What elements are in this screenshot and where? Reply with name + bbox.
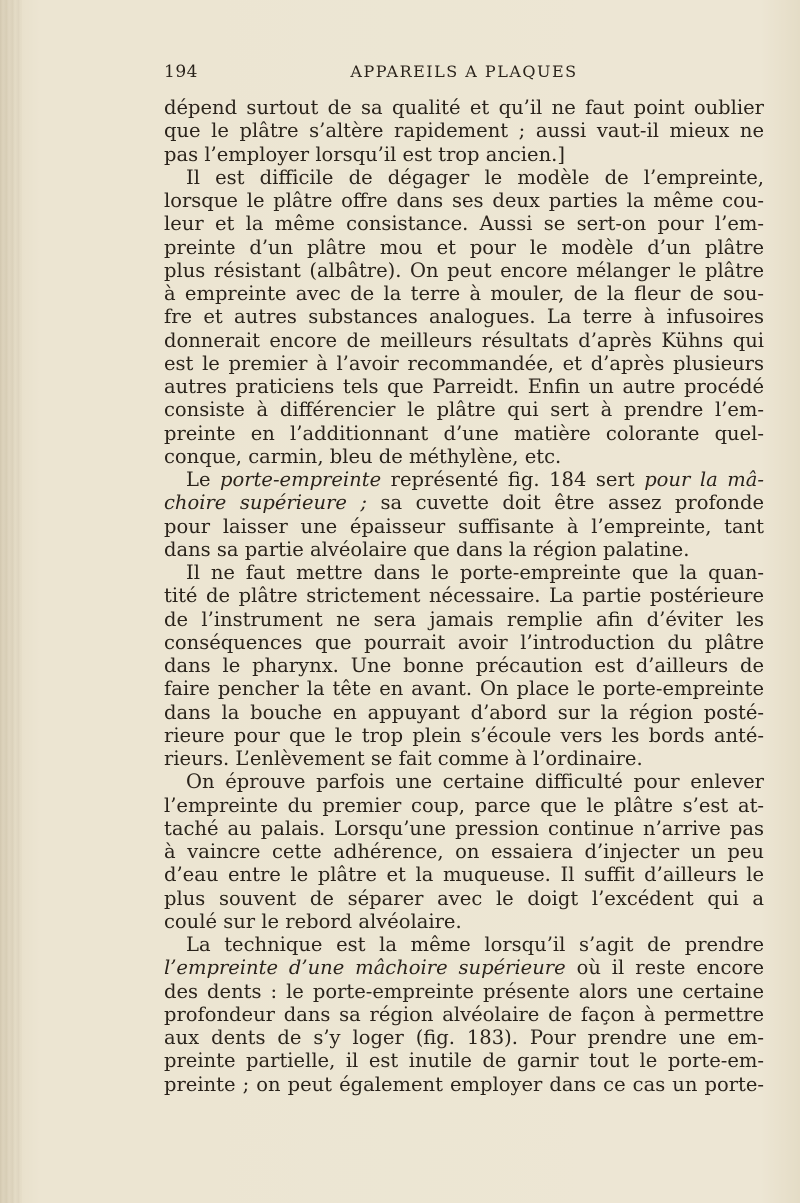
text-line: rieurs. L’enlèvement se fait comme à l’ordinaire. bbox=[164, 747, 643, 770]
page-number: 194 bbox=[164, 62, 198, 82]
text-line: autres praticiens tels que Parreidt. Enfin un autre procédé bbox=[164, 375, 764, 398]
text-line: dans le pharynx. Une bonne précaution est d’ailleurs de bbox=[164, 654, 764, 677]
text-segment: sa cuvette doit être assez profonde bbox=[367, 491, 764, 515]
text-line bbox=[164, 491, 764, 514]
text-line: faire pencher la tête en avant. On place le porte-empreinte bbox=[164, 677, 764, 701]
text-line: preinte partielle, il est inutile de garnir tout le porte-em- bbox=[164, 1049, 764, 1073]
text-line: conque, carmin, bleu de méthylène, etc. bbox=[164, 444, 562, 468]
text-line: rieure pour que le trop plein s’écoule vers les bords anté- bbox=[164, 723, 764, 747]
text-line: plus résistant (albâtre). On peut encore mélanger le plâtre bbox=[164, 258, 764, 282]
text-line: est le premier à l’avoir recommandée, et d’après plusieurs bbox=[164, 351, 764, 375]
italic-term: l’empreinte d’une mâchoire supérieure bbox=[164, 956, 566, 980]
text-line: dépend surtout de sa qualité et qu’il ne faut point oublier bbox=[164, 96, 764, 119]
text-line: profondeur dans sa région alvéolaire de façon à permettre bbox=[164, 1002, 764, 1026]
text-line: à vaincre cette adhérence, on essaiera d’injecter un peu bbox=[164, 840, 764, 863]
text-line: taché au palais. Lorsqu’une pression continue n’arrive pas bbox=[164, 816, 764, 840]
text-segment: représenté fig. 184 sert bbox=[381, 468, 645, 491]
text-segment: Le bbox=[186, 468, 221, 491]
text-line: leur et la même consistance. Aussi se sert-on pour l’em- bbox=[164, 212, 764, 236]
text-line: plus souvent de séparer avec le doigt l’excédent qui a bbox=[164, 886, 764, 910]
text-line: des dents : le porte-empreinte présente alors une certaine bbox=[164, 979, 764, 1003]
text-line: que le plâtre s’altère rapidement ; aussi vaut-il mieux ne bbox=[164, 119, 764, 143]
text-line: pour laisser une épaisseur suffisante à l’empreinte, tant bbox=[164, 514, 764, 538]
text-line: conséquences que pourrait avoir l’introduction du plâtre bbox=[164, 630, 764, 654]
text-line: à empreinte avec de la terre à mouler, de la fleur de sou- bbox=[164, 282, 764, 305]
italic-term: porte-empreinte bbox=[220, 468, 382, 491]
text-line: coulé sur le rebord alvéolaire. bbox=[164, 909, 462, 933]
text-line: d’eau entre le plâtre et la muqueuse. Il suffit d’ailleurs le bbox=[164, 863, 764, 887]
text-line: On éprouve parfois une certaine difficulté pour enlever bbox=[186, 770, 764, 794]
text-line: Il est difficile de dégager le modèle de l’empreinte, bbox=[186, 165, 764, 189]
italic-term: pour la mâ- bbox=[644, 468, 764, 491]
text-line: La technique est la même lorsqu’il s’agit de prendre bbox=[186, 933, 764, 956]
running-head bbox=[164, 62, 764, 88]
body-text bbox=[164, 96, 764, 1096]
text-line bbox=[164, 468, 764, 491]
text-line: dans la bouche en appuyant d’abord sur la région posté- bbox=[164, 700, 764, 724]
text-line: donnerait encore de meilleurs résultats d’après Kühns qui bbox=[164, 328, 764, 352]
text-line: l’empreinte du premier coup, parce que le plâtre s’est at- bbox=[164, 793, 764, 817]
text-line: aux dents de s’y loger (fig. 183). Pour prendre une em- bbox=[164, 1026, 764, 1049]
italic-term: choire supérieure ; bbox=[164, 491, 368, 515]
text-line: dans sa partie alvéolaire que dans la région palatine. bbox=[164, 537, 690, 561]
text-line: consiste à différencier le plâtre qui sert à prendre l’em- bbox=[164, 398, 764, 422]
text-line: de l’instrument ne sera jamais remplie afin d’éviter les bbox=[164, 607, 764, 631]
text-line: preinte d’un plâtre mou et pour le modèle d’un plâtre bbox=[164, 235, 764, 259]
text-line: preinte en l’additionnant d’une matière colorante quel- bbox=[164, 421, 764, 445]
text-line: preinte ; on peut également employer dans ce cas un porte- bbox=[164, 1072, 764, 1096]
page-binding-edge bbox=[0, 0, 22, 1203]
running-title: APPAREILS A PLAQUES bbox=[350, 62, 578, 81]
text-line: fre et autres substances analogues. La terre à infusoires bbox=[164, 305, 764, 329]
text-line: Il ne faut mettre dans le porte-empreinte que la quan- bbox=[186, 561, 764, 584]
text-line: pas l’employer lorsqu’il est trop ancien.] bbox=[164, 142, 565, 166]
text-line: lorsque le plâtre offre dans ses deux parties la même cou- bbox=[164, 189, 764, 212]
text-line bbox=[164, 956, 764, 979]
text-line: tité de plâtre strictement nécessaire. La partie postérieure bbox=[164, 584, 764, 608]
text-segment: où il reste encore bbox=[565, 956, 764, 980]
